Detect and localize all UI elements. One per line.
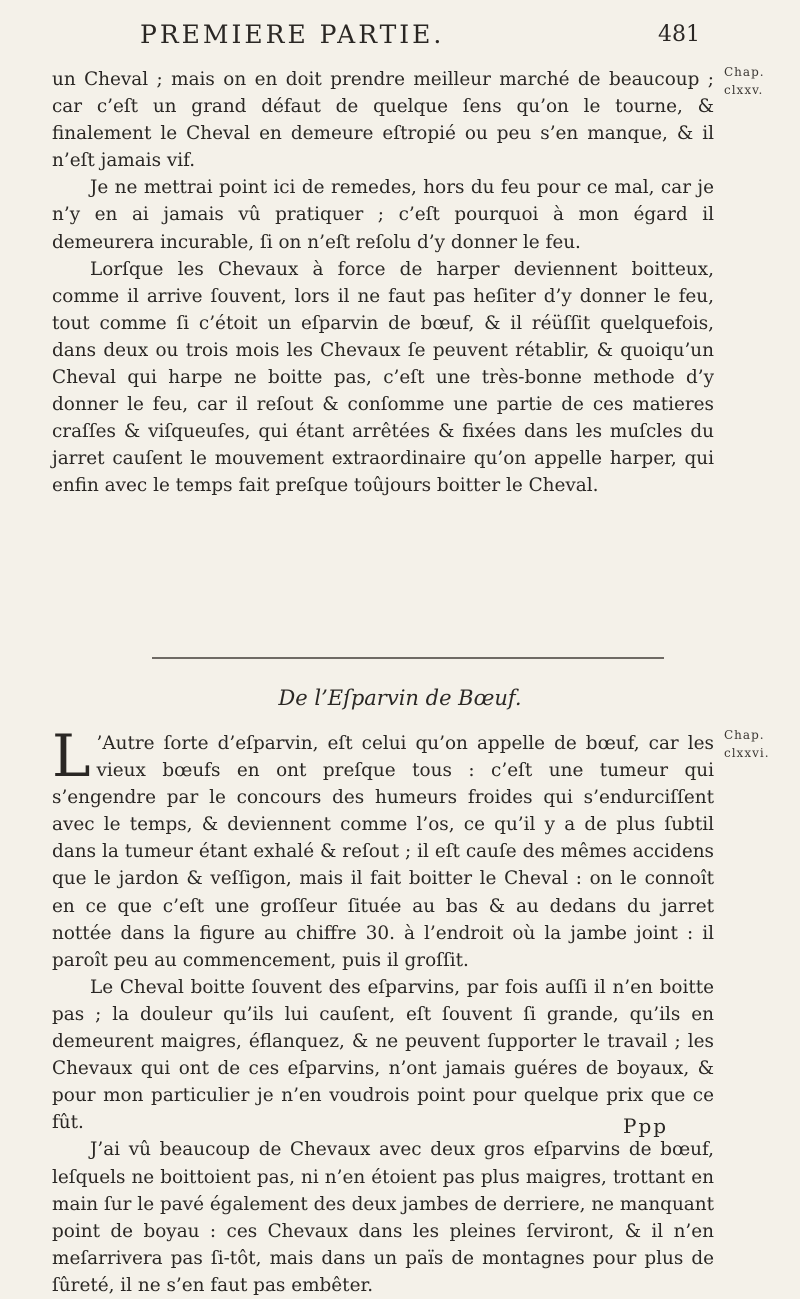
paragraph: J’ai vû beaucoup de Chevaux avec deux gros eſparvins de bœuf, leſquels ne boittoient pas, ni n’en étoient pas plus maigres, trottant en main ſur le pavé également des deux jambes de derriere, ne manquant point de boyau : ces Chevaux dans les pleines ſerviront, & il n’en meſarrivera pas ſi-tôt, mais dans un païs de montagnes pour plus de ſûreté, il ne s’en faut pas embêter. [52, 1139, 714, 1296]
drop-cap: L [52, 722, 91, 790]
section-first-paragraph-text: ’Autre ſorte d’eſparvin, eſt celui qu’on appelle de bœuf, car les vieux bœufs en ont preſque tous : c’eſt une tumeur qui s’engendre par le concours des humeurs froides qui s’endurciſſent avec le temps, & deviennent comme l’os, ce qu’il y a de plus ſubtil dans la tumeur étant exhalé & reſout ; il eſt cauſe des mêmes accidens que le jardon & veſſigon, mais il fait boitter le Cheval : on le connoît en ce que c’eſt une groſſeur ſituée au bas & au dedans du jarret nottée dans la figure au chiffre 30. à l’endroit où la jambe joint : il paroît peu au commencement, puis il groſſit. [52, 733, 714, 971]
paragraph: Lorſque les Chevaux à force de harper deviennent boitteux, comme il arrive ſouvent, lors il ne faut pas heſiter d’y donner le feu, tout comme ſi c’étoit un eſparvin de bœuf, & il réüſſit quelquefois, dans deux ou trois mois les Chevaux ſe peuvent rétablir, & quoiqu’un Cheval qui harpe ne boitte pas, c’eſt une très-bonne methode d’y donner le feu, car il reſout & conſomme une partie de ces matieres craſſes & viſqueuſes, qui étant arrêtées & fixées dans les muſcles du jarret cauſent le mouvement extraordinaire qu’on appelle harper, qui enfin avec le temps fait preſque toûjours boitter le Cheval. [52, 258, 714, 497]
margin-note-chapter-176 [724, 726, 794, 762]
running-head-title: PREMIERE PARTIE. [140, 20, 445, 49]
catchword: Ppp [623, 1114, 669, 1138]
paragraph: un Cheval ; mais on en doit prendre meilleur marché de beaucoup ; car c’eſt un grand défaut de quelque ſens qu’on le tourne, & finalement le Cheval en demeure eſtropié ou peu s’en manque, & il n’eſt jamais vif. [52, 69, 714, 172]
text-block-section [52, 722, 714, 1299]
section-divider [152, 657, 664, 659]
paragraph: Le Cheval boitte ſouvent des eſparvins, par fois auſſi il n’en boitte pas ; la douleur qu’ils lui cauſent, eſt ſouvent ſi grande, qu’ils en demeurent maigres, éflanquez, & ne peuvent ſupporter le travail ; les Chevaux qui ont de ces eſparvins, n’ont jamais guéres de boyaux, & pour mon particulier je n’en voudrois point pour quelque prix que ce fût. [52, 976, 714, 1134]
margin-note-line: Chap. [724, 65, 765, 79]
section-title: De l’Eſparvin de Bœuf. [278, 686, 522, 710]
text-block-top [52, 66, 714, 500]
margin-note-line: Chap. [724, 728, 765, 742]
page-number: 481 [658, 22, 700, 47]
running-head [140, 20, 700, 50]
margin-note-line: clxxvi. [724, 746, 770, 760]
section-first-paragraph [52, 722, 714, 974]
paragraph: Je ne mettrai point ici de remedes, hors du feu pour ce mal, car je n’y en ai jamais vû pratiquer ; c’eſt pourquoi à mon égard il demeurera incurable, ſi on n’eſt reſolu d’y donner le feu. [52, 177, 714, 253]
margin-note-chapter-175 [724, 63, 794, 99]
margin-note-line: clxxv. [724, 83, 764, 97]
